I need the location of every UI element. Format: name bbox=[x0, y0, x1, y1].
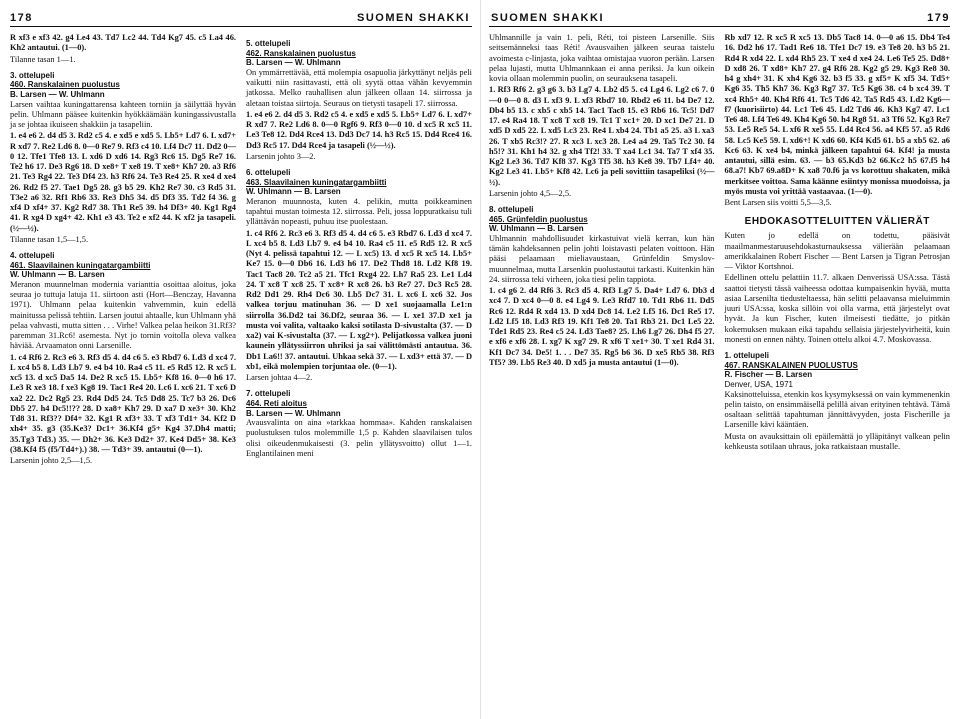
right-page bbox=[480, 0, 960, 719]
opening-title: 464. Reti aloitus bbox=[246, 398, 307, 408]
commentary-paragraph: Larsen johtaa 4—2. bbox=[246, 373, 313, 383]
move-list: 1. e4 e6 2. d4 d5 3. Rd2 c5 4. e xd5 e xd5 5. Lb5+ Ld7 6. L xd7+ R xd7 7. Re2 Ld6 8. 0—0 Rgf6 9. Rf3 0—0 10. d xc5 R xc5 11. Le3 Te8 12. Dd4 Rce4 13. Dd3 Dc7 14. h3 Rc5 15. Dd4 Rce4 16. Dd3 Rc5 17. Dd4 Rce4 ja tasapeli (½—½). bbox=[246, 109, 472, 150]
game-heading bbox=[246, 39, 472, 68]
game-number: 8. ottelupeli bbox=[489, 205, 534, 214]
commentary-paragraph: Avausvalinta on aina »tarkkaa hommaa». Kahden ranskalaisen puolustuksen tulos molemmille 1,5 p. Kahden slaavilaisen tulos olisi oikeudenmukaisesti (3. pelin yllätysvoitto) ollut 1—1. Englantilainen meni bbox=[246, 418, 472, 458]
opening-title: 467. RANSKALAINEN PUOLUSTUS bbox=[724, 360, 858, 370]
text-column bbox=[246, 33, 472, 466]
game-number: 4. ottelupeli bbox=[10, 251, 55, 261]
commentary-paragraph: Edellinen ottelu pelattiin 11.7. alkaen Denverissä USA:ssa. Tästä saattoi tietysti tässä vaiheessa odottaa kumpaisenkin hyvää, mutta asiaa Larsenilta tiedusteltaessa, hän selitti pelaavansa mieluimmin juuri USA:ssa, koska sillöin voi olla varma, että järjestelyt ovat hyvät. Ja kun Fischer, kuten ilmeisesti tiedätte, jo pitkän kokemuksen mukaan eikä tapahdu sellaisia järjestelyvirheitä, kuin monesti on ennen nähty. Toinen ottelu alkoi 4.7. Moskovassa. bbox=[724, 273, 950, 344]
move-list: 1. c4 Rf6 2. Rc3 e6 3. Rf3 d5 4. d4 c6 5. e3 Rbd7 6. Ld3 d xc4 7. L xc4 b5 8. Ld3 Lb7 9. e4 b4 10. Ra4 c5 11. e5 Rd5 12. R xc5 L xc5 13. d xc5 Da5 14. De2 R xc5 15. Lb5+ Kf8 16. 0—0 h6 17. Le3 R xe3 18. f xe3 Kg8 19. Tac1 Re4 20. Lc6 L xc6 21. T xc6 D xa2 22. Dc2 Rg5 23. Rd4 Dd5 24. Tc5 Dd8 25. Tc7 b3 26. Dc6 Db5 27. h4 Dc5!!?? 28. D xa8+ Kh7 29. D xa7 D xe3+ 30. Kh2 Td8 31. Rf3?? Df4+ 32. Kg1 R xf3+ 33. T xf3 Td1+ 34. Kf2 D xh4+ 35. g3 (35.Ke3? Dc1+ 36.Kf4 g5+ Kg4 37.Dh4 matti; 35.Tg3 Td3.) 35. — Dh2+ 36. Ke3 Dd2+ 37. Ke4 Dd5+ 38. Ke3 (38.Kf4 f5 (f5/Td4+).) 38. — Td3+ 39. antautui (0—1). bbox=[10, 352, 236, 454]
commentary-paragraph: Musta on avauksittain oli epäilemättä jo ylläpitänyt valkean pelin kehkeusta sotilaan uhraus, joka ratkaistaan mustalle. bbox=[724, 431, 950, 451]
commentary-paragraph: Kuten jo edellä on todettu, pääsivät maailmanmestaruusehdokasturnauksessa välierään pelaamaan amerikkalainen Robert Fischer — Bent Larsen ja Tigran Petrosjan — Viktor Kortshnoi. bbox=[724, 231, 950, 272]
game-number: 3. ottelupeli bbox=[10, 70, 55, 80]
commentary-paragraph: Kaksinotteluissa, etenkin kos kysymyksessä on vain kymmenenkin pelin taisto, on ensimmäisellä pelillä aivan erityinen tehtävä. Tämä osaltaan selittää tapahtuman jännittävyyden, josta Fischerille ja Larsenille kävi kääntäen. bbox=[724, 389, 950, 430]
page-header bbox=[489, 0, 950, 27]
player-names: W. Uhlmann — B. Larsen bbox=[10, 270, 105, 280]
move-list: 1. c4 g6 2. d4 Rf6 3. Rc3 d5 4. Rf3 Lg7 5. Da4+ Ld7 6. Db3 d xc4 7. D xc4 0—0 8. e4 Lg4 9. Le3 Rfd7 10. Td1 Rb6 11. Dd5 Rc6 12. Rd4 R xd4 13. D xd4 Dc8 14. Le2 Lf5 16. Dc1 Re5 17. Ld2 Lf5 18. Ld3 Rf3 19. Kf1 Te8 20. Ta1 Rb3 21. Dc1 Le5 22. Tde1 Rd5 23. Re4 c5 24. Ld3 Tae8? 25. Lh6 Lg7 26. Dh4 f5 27. e xf6 e xf6 28. L xg7 K xg7 29. R xf6 T xe1+ 30. T xe1 Rd4 31. Kf1 Dc7 34. De5! 1. . . De7 35. Rg5 b6 36. D xe5 Rb5 38. Rf3 Tf5? 39. Lb5 Re3 40. D xd5 ja musta antautui (1—0). bbox=[489, 286, 715, 367]
game-venue: Denver, USA, 1971 bbox=[724, 379, 793, 389]
page-number: 178 bbox=[10, 12, 33, 24]
player-names: B. Larsen — W. Uhlmann bbox=[246, 58, 341, 68]
commentary-paragraph: Meranon muunnosta, kuten 4. pelikin, mutta poikkeaminen tapahtui mustan toimesta 12. siirrossa. Peli, jossa loppuratkaisu tuli yllättävän nopeasti, puhuu itse puolestaan. bbox=[246, 196, 472, 227]
opening-title: 461. Slaavilainen kuningatargambiitti bbox=[10, 260, 151, 270]
player-names: B. Larsen — W. Uhlmann bbox=[246, 408, 341, 418]
move-list: Rb xd7 12. R xc5 R xc5 13. Db5 Tac8 14. 0—0 a6 15. Db4 Te4 16. Dd2 h6 17. Tad1 Re6 18. Tfe1 Dc7 19. e3 Te8 20. h3 b5 21. Rd4 R xd4 22. L xd4 Rh5 23. T xe4 d xe4 24. Le6 Te5 25. Dd8+ D xd8 26. T xd8+ Kh7 27. g4 Rf6 28. Kg2 g5 29. Kg3 Re8 30. h4 g xh4+ 31. K xh4 Kg6 32. b3 f5 33. g xf5+ K xf5 34. Td5+ Kg6 35. Th5 Kh7 36. Kg3 Rg7 37. Tc5 Kg6 38. c4 b xc4 39. T xc4 Rh5+ 40. Kh4 Rf6 41. Tc5 Td6 42. Ta5 Rd5 43. Ld2 Kg6—f7 (kuorisiirto) 44. Lc1 Te6 45. Ld2 Td6 46. Kh3 Kg7 47. Lc1 Te6 48. Lf4 Te6 49. Kh4 Kg6 50. h4 Rg8 51. a3 Tf6 52. Kg3 Re7 53. Le5 Re5 54. L xf6 R xe5 55. Ld4 Rc4 56. a4 Kf5 57. a5 Rd6 58. Lc5 Ke5 59. L xd6+! K xd6 60. Kf4 Kd5 61. b5 a xb5 62. a6 Kc6 63. K xe4 b4, minkä jälkeen tapahtui 64. Kf4! ja musta antautui, sillä esim. 63. — b3 65.Kd3 b2 66.Kc2 h5 67.f5 h4 68.a7! Kb7 69.a8D+ K xa8 70.f6 ja vs korottuu shakaten, mikä merkitsee voittoa. Sama käänne esiintyy monissa muodoissa, ja myös musta voi yrittää vastaavaa. (1—0). bbox=[724, 33, 950, 196]
opening-title: 463. Slaavilainen kuningatargambiitti bbox=[246, 177, 387, 187]
text-column bbox=[725, 33, 951, 452]
commentary-paragraph: Meranon muunnelman modernia varianttia osoittaa aloitus, joka seuraa jo tuttuja latuja 11. siirtoon asti (Hort—Benczay, Havanna 1971). Uhlmann pelaa kuitenkin vahvemmin, kuin edellä mainitussa pelissä tehtiin. Larsen joutui ahtaalle, kun Uhlmann yhä pelaa vahvasti, mutta sitten . . . Virhe! Valkea pelaa heikon 31.Rf3? paremman 31.Rc6! asemesta. Nyt jo tornin voitolla oleva valkea häviää. Arvaamaton onni Larsenille. bbox=[10, 279, 236, 351]
game-heading bbox=[10, 251, 236, 280]
player-names: W. Uhlmann — B. Larsen bbox=[489, 224, 584, 234]
move-list: 1. c4 Rf6 2. Rc3 e6 3. Rf3 d5 4. d4 c6 5. e3 Rbd7 6. Ld3 d xc4 7. L xc4 b5 8. Ld3 Lb7 9. e4 b4 10. Ra4 c5 11. e5 Rd5 12. R xc5 (Nyt 4. pelissä tapahtui 12. — L xc5) 13. d xc5 R xc5 14. Lb5+ Ke7 15. 0—0 Db6 16. Ld3 h6 17. De2 Thd8 18. Ld2 Kf8 19. Tac1 Tac8 20. Tc2 a5 21. Tfc1 Rxg4 22. Lh7 Ra5 23. Le1 Ld4 24. T xc8 T xc8 25. T xc8+ R xc8 26. b3 Re7 27. Dc3 Rc5 28. Rd2 Dd1 29. Rh4 Dc6 30. Lb5 Dc7 31. L xc6 L xc6 32. Jos valkea torjuu matinuhan 36. — D xe1 suojaamalla Le1:n siirrolla 36.Dd2 tai 36.Df2, seuraa 36. — L xe1 37.D xe1 ja musta voi valita, valtaako kaksi sotilasta D-sivustalta (37. — D xa2) vai K-sivustalta (37. — L xg2+). Pelijatkossa valkea juoni kaunein yllätyssiirron uhriksi ja sai välittömästi antautua. 36. Db1 La6!! 37. antautui. Uhkaa sekä 37. — L xd3+ että 37. — D xb1, eikä molempien torjuntaa ole. (0—1). bbox=[246, 228, 472, 371]
move-list: R xf3 e xf3 42. g4 Le4 43. Td7 Lc2 44. Td4 Kg7 45. c5 La4 46. Kh2 antautui. (1—0). bbox=[10, 33, 236, 53]
game-number: 1. ottelupeli bbox=[724, 351, 769, 361]
player-names: W. Uhlmann — B. Larsen bbox=[246, 187, 341, 197]
commentary-paragraph: Tilanne tasan 1,5—1,5. bbox=[10, 234, 89, 244]
opening-title: 462. Ranskalainen puolustus bbox=[246, 48, 356, 58]
move-list: 1. e4 e6 2. d4 d5 3. Rd2 c5 4. e xd5 e xd5 5. Lb5+ Ld7 6. L xd7+ R xd7 7. Re2 Ld6 8. 0—0 Re7 9. Rf3 c4 10. Lf4 Dc7 11. Dd2 0—0 12. Tfe1 Tfe8 13. L xd6 D xd6 14. Rg3 Rc6 15. Dg5 Re7 16. Te2 h6 17. De3 Rg6 18. D xe8+ T xe8 19. T xe8+ Kh7 20. a3 Rf6 21. Te3 Rg4 22. Te3 Df4 23. h3 Rf6 24. Te3 Re4 25. R xe4 d xe4 26. Rd2 f5 27. Tae1 Dg5 28. g3 b5 29. Kh2 Re7 30. c3 Rd5 31. T3e2 a6 32. Rf1 Rb6 33. Re3 Dh5 34. d5 Df3 35. Td2 f4 36. g xf4 D xf4+ 37. Kg2 Rd7 38. Th1 Re5 39. h4 Df3+ 40. Kg1 Rg4 41. R xg4 D xg4+ 42. Kh1 e3 43. Te2 e xf2 44. K xf2 ja tasapeli. (½—½). bbox=[10, 131, 236, 233]
running-head: SUOMEN SHAKKI bbox=[491, 12, 605, 24]
commentary-paragraph: Uhlmannille ja vain 1. peli, Réti, toi pisteen Larsenille. Siis seitsemänneksi taas Réti! Avausvaihen jälkeen seuraa taistelu avoimesta c-linjasta, joka vaihtaa omistajaa vuoron perään. Larsen pelaa lujasti, mutta Uhlmannkaan ei anna periksi. Ja kun oikein kovia ollaan molemmin puolin, on seurauksena tasapeli. bbox=[489, 33, 715, 83]
commentary-paragraph: Tilanne tasan 1—1. bbox=[10, 54, 76, 64]
page-number: 179 bbox=[927, 12, 950, 24]
section-heading: EHDOKASOTTELUITTEN VÄLIERÄT bbox=[744, 216, 930, 228]
game-heading bbox=[489, 205, 715, 234]
player-names: R. Fischer — B. Larsen bbox=[724, 370, 813, 380]
commentary-paragraph: Larsenin johto 4,5—2,5. bbox=[489, 188, 572, 198]
game-number: 6. ottelupeli bbox=[246, 168, 291, 178]
text-column bbox=[10, 33, 236, 466]
commentary-paragraph: Uhlmannin mahdollisuudet kirkastuivat vielä kerran, kun hän tämän kahdeksannen pelin johti loistavasti pelaten voittoon. Hän pääsi pelaamaan mieliavaustaan, Grünfeldin Smyslov-muunnelmaa, mutta Larsenkin puolustautui tarkasti. Kuitenkin hän 24. siirrossa teki virheen, joka tiesi pelin tappiota. bbox=[489, 233, 715, 284]
game-number: 5. ottelupeli bbox=[246, 39, 291, 48]
commentary-paragraph: Larsen vaihtaa kuningattarensa kahteen torniin ja säilyttää hyvän pelin. Uhlmann pääsee kuitenkin hyökkäämään kuningassivustalla ja se johtaa ikuiseen shakkiin ja tasapeliin. bbox=[10, 99, 236, 130]
commentary-paragraph: On ymmärrettävää, että molempia osapuolia järkyttänyt neljäs peli vaikutti niin rasittavasti, että oli syytä ottaa vähän kevyemmin jatkossa. Melko rauhallisen alun jälkeen ollaan 14. siirrossa ja aletaan toistaa siirtoja. Seuraus on tietysti tasapeli 17. siirrossa. bbox=[246, 67, 472, 108]
game-heading bbox=[246, 389, 472, 418]
game-number: 7. ottelupeli bbox=[246, 389, 291, 399]
move-list: 1. Rf3 Rf6 2. g3 g6 3. b3 Lg7 4. Lb2 d5 5. c4 Lg4 6. Lg2 c6 7. 0—0 0—0 8. d3 L xf3 9. L xf3 Rbd7 10. Rbd2 e6 11. b4 De7 12. Db4 b5 13. c xb5 c xb5 14. Tac1 Tac8 15. e3 Rb6 16. Tc5! Dd7 17. e4 Ra4 18. T xc8 T xc8 19. Tc1 T xc1+ 20. D xc1 De7 21. D xd5 D xd5 22. L xd5 Lc3 23. Re4 L xb4 24. Tb1 a5 25. a3 L xa3 26. T xb5 Rc3!? 27. R xc3 L xc3 28. Le4 a4 29. Ta5 Tc2 30. f4 h5!? 31. Kh1 h4 32. g xh4 Tf2! 33. T xa4 Lc1 34. Ta7 T xf4 35. Kg2 Le3 36. Td7 Kf8 37. Kg3 Tf5 38. h3 Ke8 39. Tb7 Lf4+ 40. Kg2 Le3 41. Lb5+ Kf8 42. Lc6 ja peli sovittiin tasapeliksi (½—½). bbox=[489, 85, 715, 187]
game-heading bbox=[725, 351, 951, 389]
game-heading bbox=[10, 71, 236, 100]
column-group bbox=[489, 33, 950, 452]
commentary-paragraph: Larsenin johto 2,5—1,5. bbox=[10, 456, 93, 466]
opening-title: 465. Grünfeldin puolustus bbox=[489, 214, 588, 224]
column-group bbox=[10, 33, 472, 466]
running-head: SUOMEN SHAKKI bbox=[356, 12, 470, 24]
text-column bbox=[489, 33, 715, 452]
game-heading bbox=[246, 168, 472, 197]
commentary-paragraph: Bent Larsen siis voitti 5,5—3,5. bbox=[724, 198, 832, 207]
player-names: B. Larsen — W. Uhlmann bbox=[10, 89, 105, 99]
page-header bbox=[10, 0, 472, 27]
commentary-paragraph: Larsenin johto 3—2. bbox=[246, 151, 316, 161]
opening-title: 460. Ranskalainen puolustus bbox=[10, 80, 120, 90]
